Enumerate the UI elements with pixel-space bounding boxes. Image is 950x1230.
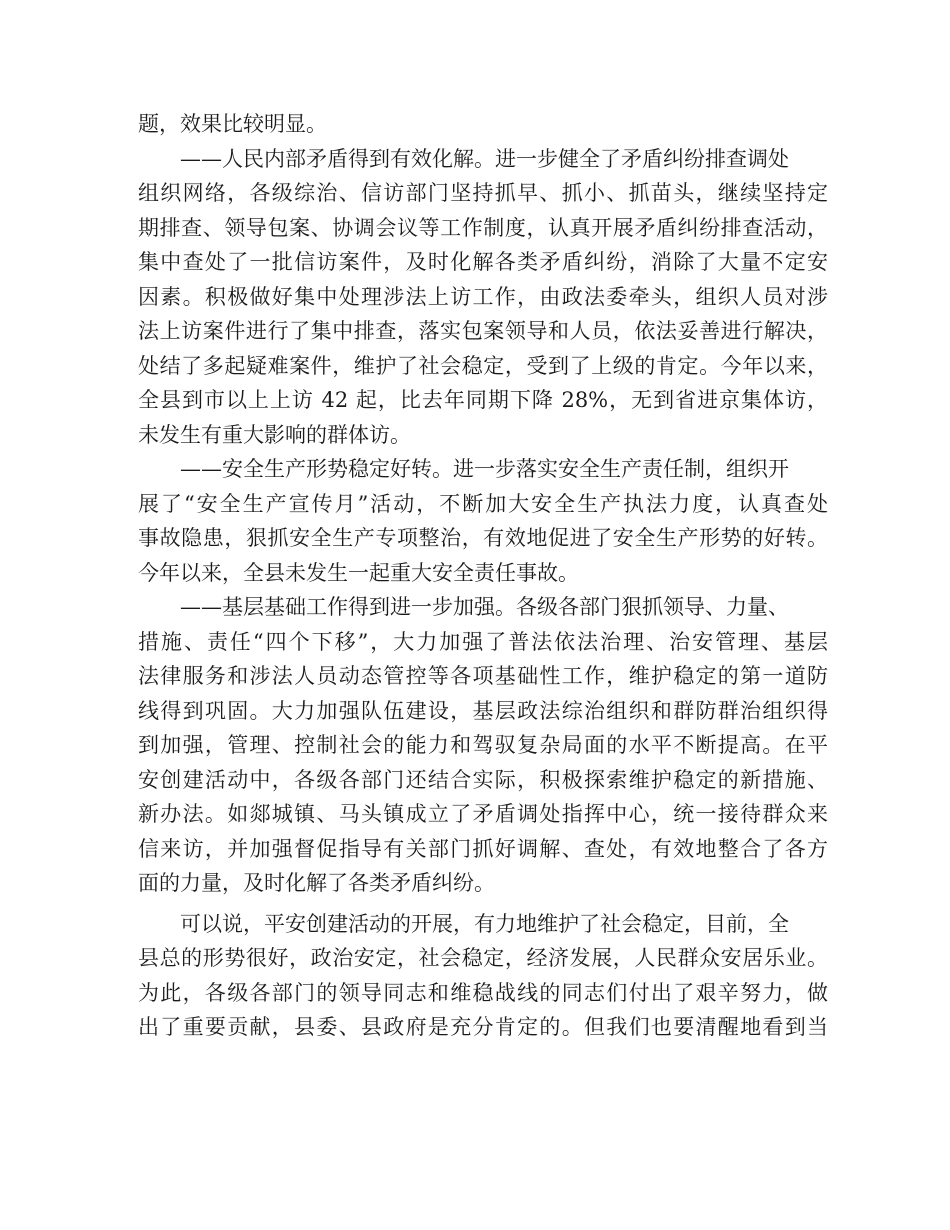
- paragraph-2-line-3: 今年以来，全县未发生一起重大安全责任事故。: [138, 560, 579, 585]
- paragraph-2-line-1: 展了“安全生产宣传月”活动，不断加大安全生产执法力度，认真查处: [138, 491, 828, 516]
- paragraph-1-line-1: 组织网络，各级综治、信访部门坚持抓早、抓小、抓苗头，继续坚持定: [138, 181, 828, 205]
- paragraph-3-line-5: 安创建活动中，各级各部门还结合实际，积极探索维护稳定的新措施、: [138, 767, 828, 792]
- paragraph-2-line-2: 事故隐患，狠抓安全生产专项整治，有效地促进了安全生产形势的好转。: [138, 526, 828, 550]
- paragraph-1-line-2: 期排查、领导包案、协调会议等工作制度，认真开展矛盾纠纷排查活动，: [138, 215, 828, 240]
- paragraph-0-line-0: 题，效果比较明显。: [138, 112, 327, 136]
- paragraph-1-line-3: 集中查处了一批信访案件，及时化解各类矛盾纠纷，消除了大量不定安: [138, 250, 828, 274]
- paragraph-2-line-0: ——安全生产形势稳定好转。进一步落实安全生产责任制，组织开: [180, 457, 789, 481]
- paragraph-3-line-7: 信来访，并加强督促指导有关部门抓好调解、查处，有效地整合了各方: [138, 836, 828, 861]
- paragraph-3-line-0: ——基层基础工作得到进一步加强。各级各部门狠抓领导、力量、: [180, 595, 789, 619]
- paragraph-4-line-3: 出了重要贡献，县委、县政府是充分肯定的。但我们也要清醒地看到当: [138, 1015, 828, 1039]
- paragraph-3-line-6: 新办法。如郯城镇、马头镇成立了矛盾调处指挥中心，统一接待群众来: [138, 802, 828, 826]
- paragraph-3-line-4: 到加强，管理、控制社会的能力和驾驭复杂局面的水平不断提高。在平: [138, 733, 828, 757]
- paragraph-1-line-7: 全县到市以上上访 42 起，比去年同期下降 28%，无到省进京集体访，: [138, 388, 828, 412]
- paragraph-1-line-8: 未发生有重大影响的群体访。: [138, 422, 411, 447]
- paragraph-1-line-0: ——人民内部矛盾得到有效化解。进一步健全了矛盾纠纷排查调处: [180, 146, 789, 171]
- paragraph-4-line-2: 为此，各级各部门的领导同志和维稳战线的同志们付出了艰辛努力，做: [138, 980, 828, 1005]
- paragraph-1-line-4: 因素。积极做好集中处理涉法上访工作，由政法委牵头，组织人员对涉: [138, 284, 828, 309]
- paragraph-4-line-1: 县总的形势很好，政治安定，社会稳定，经济发展，人民群众安居乐业。: [138, 946, 828, 970]
- paragraph-3-line-3: 线得到巩固。大力加强队伍建设，基层政法综治组织和群防群治组织得: [138, 698, 828, 723]
- paragraph-4-line-0: 可以说，平安创建活动的开展，有力地维护了社会稳定，目前，全: [180, 911, 789, 936]
- paragraph-3-line-1: 措施、责任“四个下移”，大力加强了普法依法治理、治安管理、基层: [138, 629, 828, 654]
- paragraph-1-line-6: 处结了多起疑难案件，维护了社会稳定，受到了上级的肯定。今年以来，: [138, 353, 828, 378]
- paragraph-3-line-8: 面的力量，及时化解了各类矛盾纠纷。: [138, 871, 495, 895]
- paragraph-3-line-2: 法律服务和涉法人员动态管控等各项基础性工作，维护稳定的第一道防: [138, 664, 828, 688]
- paragraph-1-line-5: 法上访案件进行了集中排查，落实包案领导和人员，依法妥善进行解决，: [138, 319, 828, 343]
- document-body: [138, 107, 828, 1045]
